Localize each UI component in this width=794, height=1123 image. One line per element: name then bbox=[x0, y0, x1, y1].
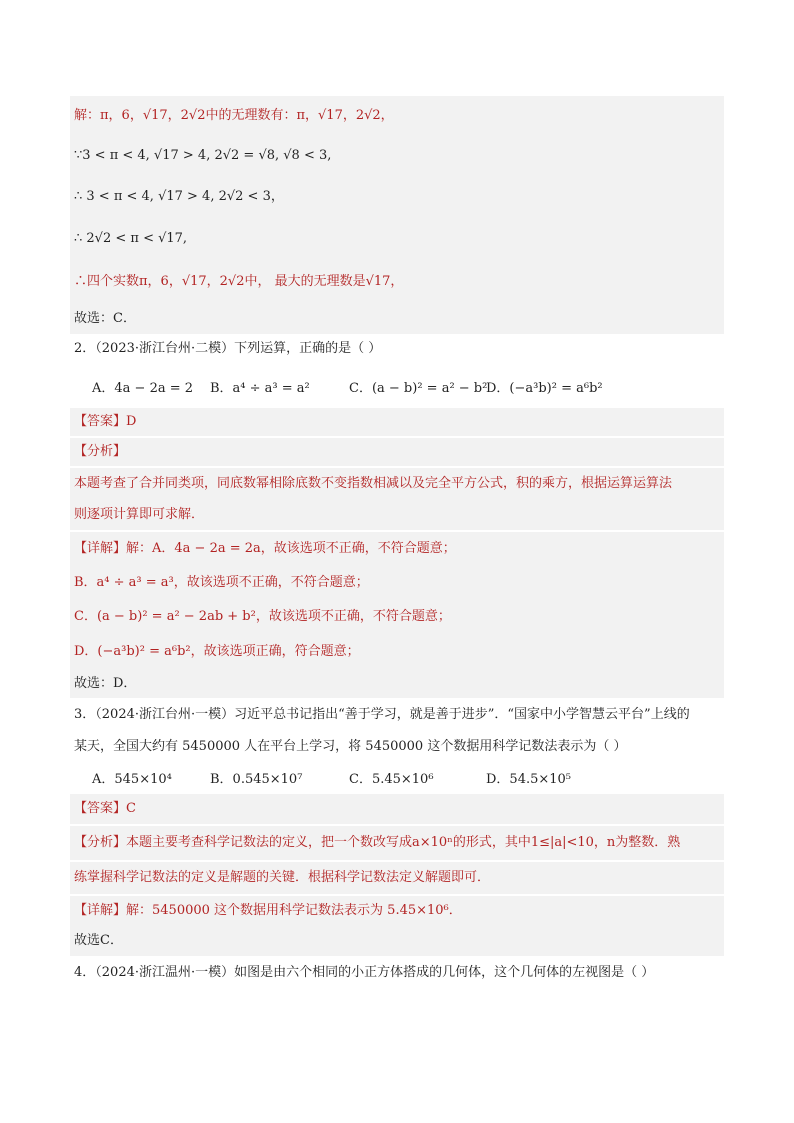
analysis-text: 本题主要考查科学记数法的定义，把一个数改写成a×10ⁿ的形式，其中1≤|a|<10，n为整数．熟 bbox=[126, 835, 681, 850]
solution-line: ∴四个实数π，6，√17，2√2中， 最大的无理数是√17， bbox=[70, 260, 724, 304]
option-d: D．(−a³b)² = a⁶b² bbox=[486, 381, 603, 396]
analysis-label: 【分析】 bbox=[70, 438, 724, 466]
option-c: C．(a − b)² = a² − b² bbox=[349, 381, 488, 396]
answer: 【答案】D bbox=[70, 408, 724, 436]
question-stem: 2．（2023·浙江台州·二模）下列运算，正确的是（ ） bbox=[74, 341, 382, 356]
option-a: A．4a − 2a = 2 bbox=[92, 381, 194, 396]
question-stem: 某天，全国大约有 5450000 人在平台上学习，将 5450000 这个数据用科学记数法表示为（ ） bbox=[74, 739, 627, 754]
detail-line bbox=[70, 532, 724, 566]
option-d: D．54.5×10⁵ bbox=[486, 772, 572, 787]
solution-line: ∵3 < π < 4, √17 > 4, 2√2 = √8, √8 < 3, bbox=[70, 136, 724, 176]
analysis-line bbox=[70, 826, 724, 860]
detail-line: C．(a − b)² = a² − 2ab + b²，故该选项不正确，不符合题意； bbox=[70, 600, 724, 634]
solution-line: 解：π，6，√17，2√2中的无理数有：π，√17，2√2， bbox=[70, 96, 724, 136]
detail-label: 【详解】 bbox=[74, 541, 127, 556]
solution-choice: 故选C． bbox=[70, 926, 724, 956]
detail-text: 解：A．4a − 2a = 2a，故该选项不正确，不符合题意； bbox=[126, 541, 456, 556]
solution-choice: 故选：D． bbox=[70, 670, 724, 698]
detail-line: D．(−a³b)² = a⁶b²，故该选项正确，符合题意； bbox=[70, 634, 724, 670]
detail-line: B．a⁴ ÷ a³ = a³，故该选项不正确，不符合题意； bbox=[70, 566, 724, 600]
solution-choice: 故选：C． bbox=[70, 304, 724, 334]
option-b: B．0.545×10⁷ bbox=[210, 772, 303, 787]
answer: 【答案】C bbox=[70, 794, 724, 824]
analysis-label: 【分析】 bbox=[74, 835, 127, 850]
detail-label: 【详解】 bbox=[74, 903, 127, 918]
detail-line bbox=[70, 896, 724, 926]
option-a: A．545×10⁴ bbox=[92, 772, 172, 787]
analysis-text: 本题考查了合并同类项，同底数幂相除底数不变指数相减以及完全平方公式，积的乘方，根据运算运算法 bbox=[70, 468, 724, 500]
option-b: B．a⁴ ÷ a³ = a² bbox=[210, 381, 310, 396]
solution-line: ∴ 2√2 < π < √17, bbox=[70, 218, 724, 260]
detail-text: 解：5450000 这个数据用科学记数法表示为 5.45×10⁶． bbox=[126, 903, 462, 918]
question-stem: 3．（2024·浙江台州·一模）习近平总书记指出“善于学习，就是善于进步”．“国家中小学智慧云平台”上线的 bbox=[74, 707, 690, 722]
analysis-text: 练掌握科学记数法的定义是解题的关键．根据科学记数法定义解题即可． bbox=[70, 862, 724, 894]
analysis-text: 则逐项计算即可求解． bbox=[70, 500, 724, 530]
solution-line: ∴ 3 < π < 4, √17 > 4, 2√2 < 3， bbox=[70, 176, 724, 218]
question-stem: 4．（2024·浙江温州·一模）如图是由六个相同的小正方体搭成的几何体，这个几何体的左视图是（ ） bbox=[74, 965, 655, 980]
option-c: C．5.45×10⁶ bbox=[349, 772, 434, 787]
